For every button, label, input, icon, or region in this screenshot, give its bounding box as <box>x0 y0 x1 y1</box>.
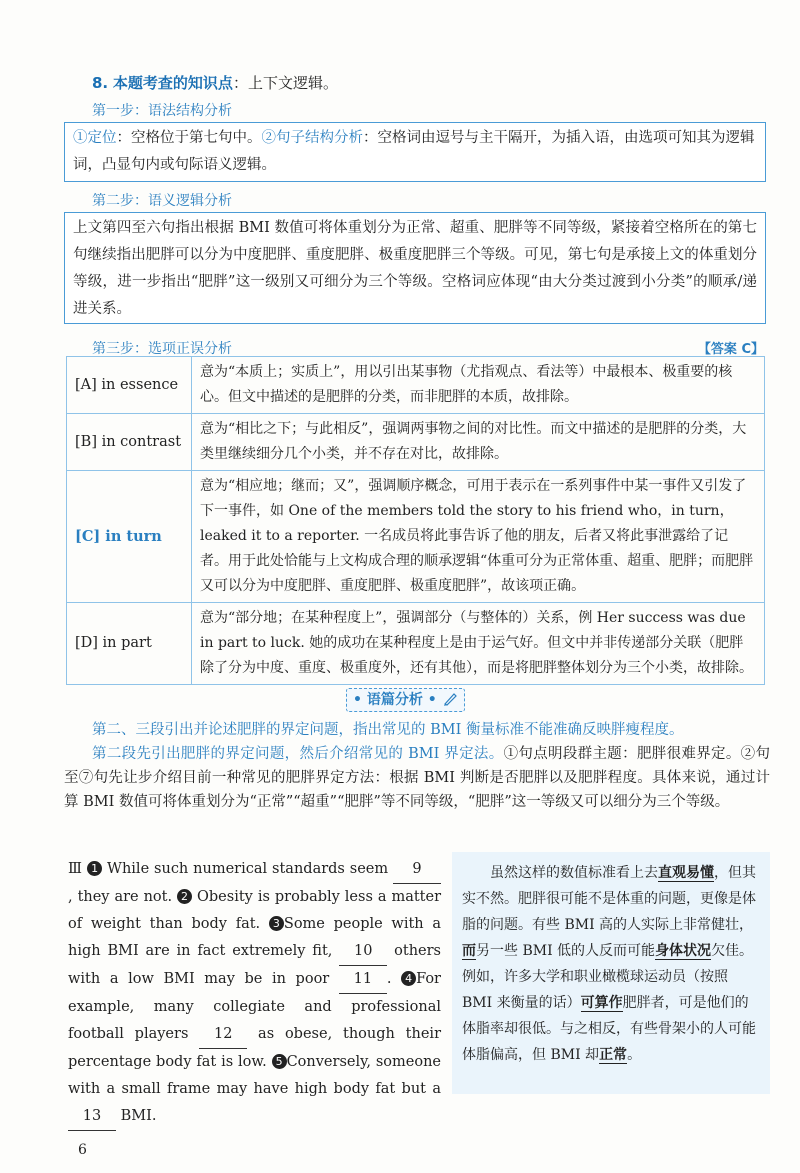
step1-title: 第一步：语法结构分析 <box>92 103 232 119</box>
translation-text: ，但其实不然。肥胖很可能不是体重的问题，更像是体脂的问题。有些 BMI 高的人实际上非常健壮， <box>462 865 756 933</box>
translation-keyword: 身体状况 <box>655 943 712 959</box>
sentence-4a: For example, many collegiate and professional football players <box>68 971 441 1042</box>
sentence-4b: as obese, though their percentage body fat is low. <box>68 1026 441 1070</box>
question-topic-label: 本题考查的知识点 <box>112 74 233 92</box>
sentence-5b: BMI. <box>120 1108 157 1124</box>
translation-text: 欠佳。例如，许多大学和职业橄榄球运动员（按照 BMI 来衡量的话） <box>462 943 754 1011</box>
page-number: 6 <box>78 1142 87 1158</box>
sentence-marker-5: 5 <box>272 1054 287 1069</box>
step2-box: 上文第四至六句指出根据 BMI 数值可将体重划分为正常、超重、肥胖等不同等级，紧接着空格所在的第七句继续指出肥胖可以分为中度肥胖、重度肥胖、极重度肥胖三个等级。可见，第七句是承接上文的体重划分等级，进一步指出“肥胖”这一级别又可细分为三个等级。空格词应体现“由大分类过渡到小分类”的顺承/递进关系。 <box>64 212 766 324</box>
option-a-text: 意为“本质上；实质上”，用以引出某事物（尤指观点、看法等）中最根本、极重要的核心。但文中描述的是肥胖的分类，而非肥胖的本质，故排除。 <box>192 357 765 414</box>
translation-text: 另一些 BMI 低的人反而可能 <box>476 943 656 959</box>
option-d-text: 意为“部分地；在某种程度上”，强调部分（与整体的）关系，例 Her success was due in part to luck. 她的成功在某种程度上是由于运气好。但文中并非传递部分关联（肥胖除了分为中度、重度、极重度外，还有其他），而是将肥胖整体划分为三个小类，故排除。 <box>192 603 765 685</box>
sentence-marker-1: 1 <box>87 861 102 876</box>
step1-point2-text: ：空格词由逗号与主干隔开，为插入语，由选项可知其为逻辑词，凸显句内或句际语义逻辑。 <box>73 130 755 173</box>
answer-badge: 【答案 C】 <box>697 342 764 357</box>
option-c-text: 意为“相应地；继而；又”，强调顺序概念，可用于表示在一系列事件中某一事件又引发了下一事件，如 One of the members told the story to his friend who，in turn，leaked it to a reporter. 一名成员将此事告诉了他的朋友，后者又将此事泄露给了记者。用于此处恰能与上文构成合理的顺承逻辑“体重可分为正常体重、超重、肥胖；而肥胖又可以分为中度肥胖、重度肥胖、极重度肥胖”，故该项正确。 <box>192 471 765 603</box>
question-topic: ：上下文逻辑。 <box>232 74 338 92</box>
discourse-analysis-badge <box>346 688 465 712</box>
analysis-line1: 第二、三段引出并论述肥胖的界定问题，指出常见的 BMI 衡量标准不能准确反映胖瘦程度。 <box>92 722 684 738</box>
table-row <box>67 603 765 685</box>
sentence-3a: Some people with a high BMI are in fact extremely fit, <box>68 916 442 959</box>
option-c-label: [C] in turn <box>67 471 192 603</box>
translation-keyword: 而 <box>462 943 476 959</box>
translation-text: 。 <box>627 1047 642 1063</box>
translation-keyword: 直观易懂 <box>658 865 714 881</box>
analysis-line2-heading: 第二段先引出肥胖的界定问题，然后介绍常见的 BMI 界定法。 <box>92 746 504 762</box>
translation-text: 肥胖者，可是他们的体脂率却很低。与之相反，有些骨架小的人可能体脂偏高，但 BMI 却 <box>462 995 756 1063</box>
pen-icon <box>442 691 458 707</box>
option-a-label: [A] in essence <box>67 357 192 414</box>
step1-point2-label: ②句子结构分析 <box>261 130 363 146</box>
english-passage <box>68 856 441 1131</box>
table-row <box>67 414 765 471</box>
sentence-marker-2: 2 <box>177 889 192 904</box>
question-number: 8. <box>92 74 109 92</box>
sentence-5a: Conversely, someone with a small frame may have high body fat but a <box>68 1054 441 1097</box>
step1-point1-label: ①定位 <box>73 130 117 146</box>
sentence-3c: . <box>386 971 392 987</box>
paragraph-numeral: Ⅲ <box>68 861 83 877</box>
step3-title: 第三步：选项正误分析 <box>92 341 232 357</box>
table-row <box>67 357 765 414</box>
sentence-marker-3: 3 <box>269 916 284 931</box>
sentence-1a: While such numerical standards seem <box>107 861 389 877</box>
translation-text: 虽然这样的数值标准看上去 <box>490 865 658 881</box>
translation-box <box>452 852 770 1094</box>
sentence-3b: others with a low BMI may be in poor <box>68 943 441 987</box>
analysis-paragraph <box>64 742 770 814</box>
sentence-1b: , they are not. <box>68 889 173 905</box>
step2-title: 第二步：语义逻辑分析 <box>92 193 232 209</box>
table-row <box>67 471 765 603</box>
blank-13: 13 <box>68 1103 116 1131</box>
option-d-label: [D] in part <box>67 603 192 685</box>
step1-point1-text: ：空格位于第七句中。 <box>116 130 262 146</box>
blank-12: 12 <box>199 1021 247 1049</box>
blank-10: 10 <box>339 938 387 966</box>
option-b-text: 意为“相比之下；与此相反”，强调两事物之间的对比性。而文中描述的是肥胖的分类，大类里继续细分几个小类，并不存在对比，故排除。 <box>192 414 765 471</box>
options-table <box>66 356 765 685</box>
question-heading <box>92 72 338 93</box>
sentence-2: Obesity is probably less a matter of weight than body fat. <box>68 889 442 932</box>
discourse-analysis-label: • 语篇分析 • <box>353 692 437 708</box>
blank-11: 11 <box>339 966 387 994</box>
translation-keyword: 正常 <box>599 1047 628 1063</box>
step1-box <box>64 122 766 182</box>
translation-keyword: 可算作 <box>580 995 623 1011</box>
option-b-label: [B] in contrast <box>67 414 192 471</box>
analysis-line2-body: ①句点明段群主题：肥胖很难界定。②句至⑦句先让步介绍目前一种常见的肥胖界定方法：根据 BMI 判断是否肥胖以及肥胖程度。具体来说，通过计算 BMI 数值可将体重划分为“正常”“超重”“肥胖”等不同等级，“肥胖”这一等级又可以细分为三个等级。 <box>64 746 771 810</box>
sentence-marker-4: 4 <box>401 971 416 986</box>
blank-9: 9 <box>393 856 441 884</box>
